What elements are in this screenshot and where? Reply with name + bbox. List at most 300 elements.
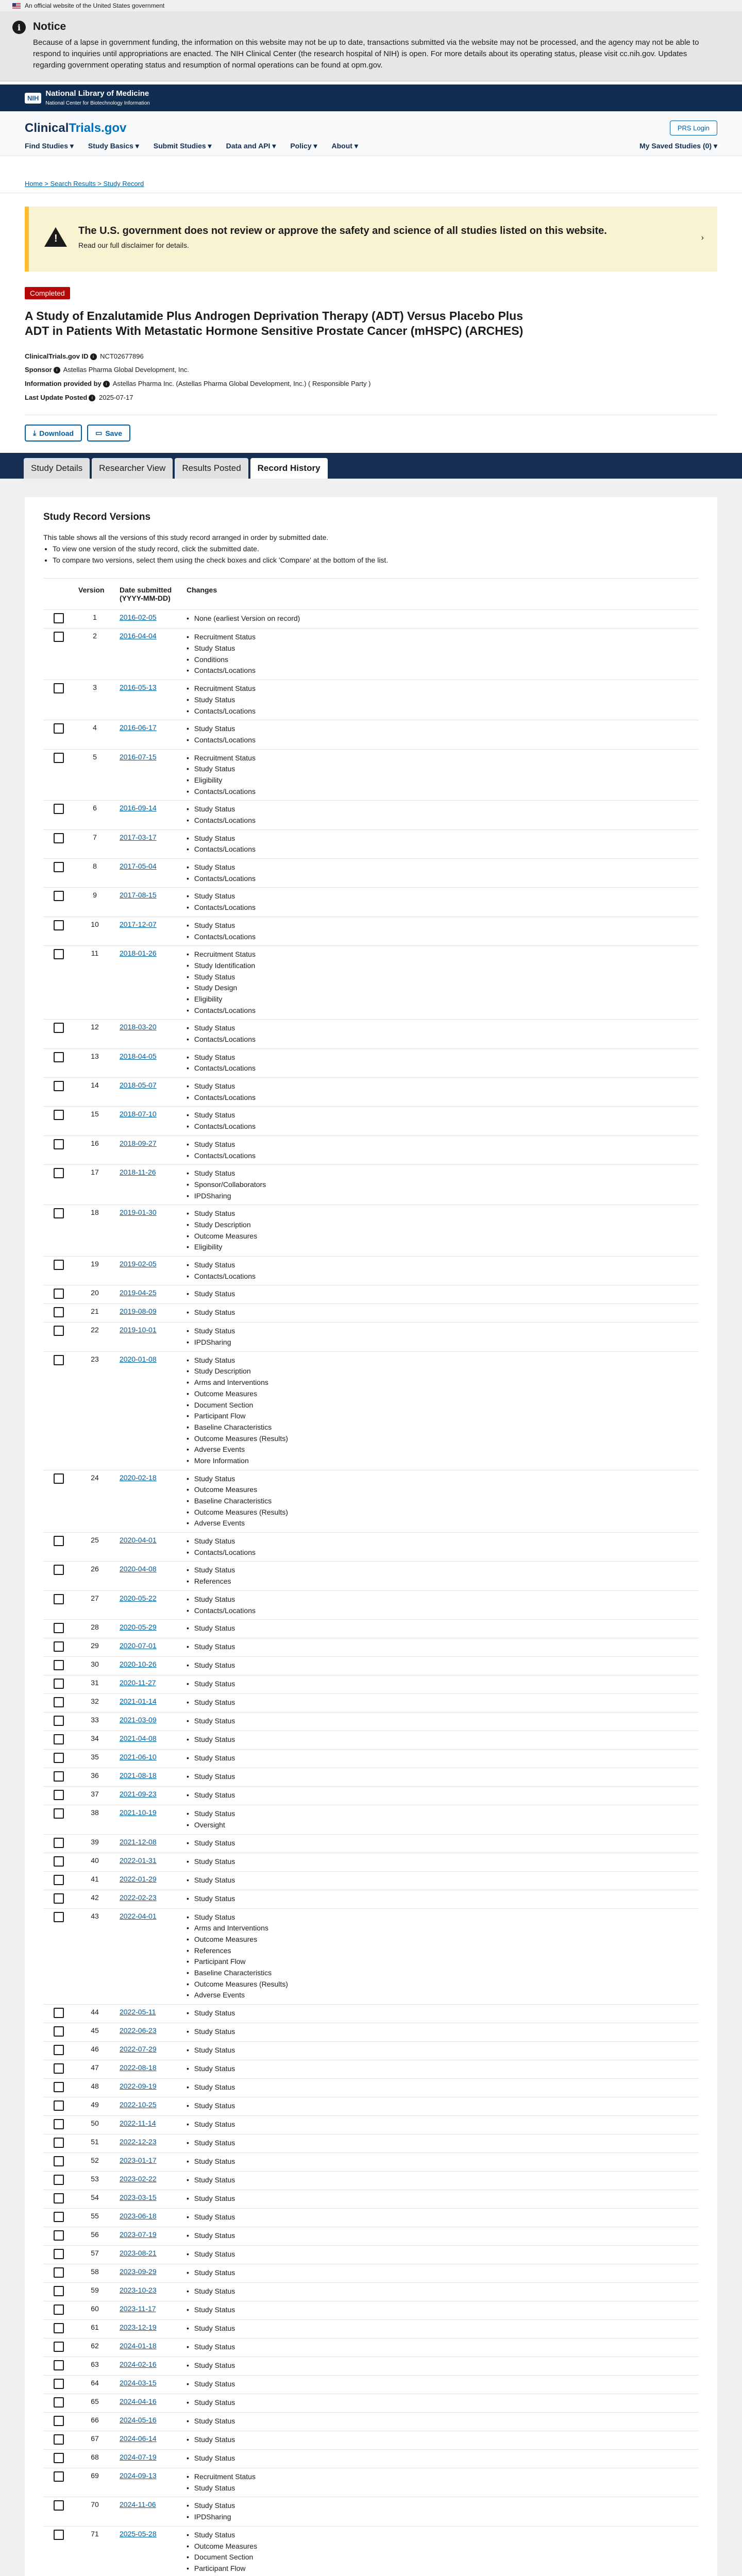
version-number: 22 [74,1323,115,1351]
version-date-link[interactable]: 2023-08-21 [120,2249,157,2258]
changes-cell [182,2338,699,2357]
tab-researcher-view[interactable]: Researcher View [92,458,173,479]
version-date-link[interactable]: 2021-04-08 [120,1734,157,1743]
version-checkbox[interactable] [54,2026,64,2037]
version-checkbox[interactable] [54,1753,64,1763]
version-number: 65 [74,2394,115,2413]
version-date-link[interactable]: 2018-03-20 [120,1023,157,1031]
table-row [43,1020,699,1048]
version-date-link[interactable]: 2016-02-05 [120,613,157,622]
version-date-link[interactable]: 2024-02-16 [120,2360,157,2369]
version-checkbox[interactable] [54,1893,64,1904]
change-item: • Participant Flow [187,2563,695,2574]
version-date-link[interactable]: 2025-05-28 [120,2529,157,2538]
version-number: 15 [74,1107,115,1136]
change-item: • Contacts/Locations [187,786,695,798]
table-row [43,917,699,945]
date-cell [115,1323,182,1351]
download-label: Download [39,429,74,437]
version-date-link[interactable]: 2020-04-08 [120,1565,157,1573]
version-checkbox[interactable] [54,1660,64,1670]
version-date-link[interactable]: 2020-07-01 [120,1641,157,1650]
table-row [43,1768,699,1787]
version-checkbox[interactable] [54,804,64,814]
date-cell [115,1470,182,1532]
version-checkbox[interactable] [54,1355,64,1365]
date-cell [115,2190,182,2209]
date-cell [115,1107,182,1136]
date-cell [115,2023,182,2042]
versions-table [43,578,699,2576]
select-cell [43,1590,74,1619]
version-checkbox[interactable] [54,1052,64,1062]
change-item: • Study Status [187,1716,695,1727]
version-date-link[interactable]: 2022-06-23 [120,2026,157,2035]
version-date-link[interactable]: 2023-12-19 [120,2323,157,2332]
version-date-link[interactable]: 2024-05-16 [120,2416,157,2425]
version-date-link[interactable]: 2020-10-26 [120,1660,157,1669]
version-checkbox[interactable] [54,2193,64,2204]
version-date-link[interactable]: 2018-09-27 [120,1139,157,1147]
info-icon[interactable]: i [90,353,97,360]
version-checkbox[interactable] [54,2082,64,2092]
version-date-link[interactable]: 2022-10-25 [120,2100,157,2109]
change-item: • Recruitment Status [187,683,695,694]
version-checkbox[interactable] [54,1641,64,1652]
version-checkbox[interactable] [54,1697,64,1707]
date-cell [115,2097,182,2116]
version-checkbox[interactable] [54,1679,64,1689]
info-icon[interactable]: i [54,367,60,374]
changes-cell [182,1834,699,1853]
version-checkbox[interactable] [54,949,64,959]
version-date-link[interactable]: 2023-02-22 [120,2175,157,2183]
version-checkbox[interactable] [54,1912,64,1922]
changes-cell [182,2023,699,2042]
version-date-link[interactable]: 2016-05-13 [120,683,157,692]
version-date-link[interactable]: 2021-08-18 [120,1771,157,1780]
version-date-link[interactable]: 2022-02-23 [120,1893,157,1902]
version-checkbox[interactable] [54,2530,64,2540]
version-date-link[interactable]: 2019-04-25 [120,1289,157,1297]
date-cell [115,2431,182,2450]
version-date-link[interactable]: 2022-01-31 [120,1856,157,1865]
study-id: NCT02677896 [100,352,144,360]
version-checkbox[interactable] [54,2342,64,2352]
version-checkbox[interactable] [54,1875,64,1885]
table-row [43,2079,699,2097]
change-item: • Contacts/Locations [187,1092,695,1104]
version-checkbox[interactable] [54,2175,64,2185]
version-checkbox[interactable] [54,1536,64,1546]
version-checkbox[interactable] [54,2286,64,2296]
version-date-link[interactable]: 2023-03-15 [120,2193,157,2202]
version-checkbox[interactable] [54,1790,64,1800]
version-date-link[interactable]: 2023-11-17 [120,2304,156,2313]
version-number: 28 [74,1620,115,1638]
version-checkbox[interactable] [54,2323,64,2333]
change-item: • Study Status [187,2008,695,2019]
version-checkbox[interactable] [54,1307,64,1317]
changes-cell [182,720,699,749]
version-checkbox[interactable] [54,1023,64,1033]
version-date-link[interactable]: 2016-04-04 [120,632,157,640]
version-date-link[interactable]: 2022-12-23 [120,2138,157,2146]
changes-cell [182,2376,699,2394]
version-checkbox[interactable] [54,1326,64,1336]
disclaimer-box[interactable] [25,207,717,272]
saved-studies-link[interactable]: My Saved Studies (0) ▾ [639,142,717,150]
version-date-link[interactable]: 2022-09-19 [120,2082,157,2091]
change-item: • Study Status [187,1110,695,1121]
version-date-link[interactable]: 2020-02-18 [120,1473,157,1482]
version-date-link[interactable]: 2018-04-05 [120,1052,157,1060]
version-number: 1 [74,610,115,629]
version-checkbox[interactable] [54,1260,64,1270]
nav-item-2[interactable]: Submit Studies ▾ [153,142,212,150]
date-cell [115,2526,182,2576]
version-checkbox[interactable] [54,2471,64,2482]
changes-cell [182,2227,699,2246]
version-number: 59 [74,2283,115,2301]
version-date-link[interactable]: 2023-06-18 [120,2212,157,2221]
version-checkbox[interactable] [54,2100,64,2111]
version-date-link[interactable]: 2018-11-26 [120,1168,156,1177]
change-item: • Contacts/Locations [187,844,695,855]
version-checkbox[interactable] [54,2500,64,2511]
version-number: 17 [74,1165,115,1205]
change-item: • Contacts/Locations [187,665,695,676]
version-checkbox[interactable] [54,1771,64,1782]
version-date-link[interactable]: 2022-01-29 [120,1874,157,1883]
changes-cell [182,1908,699,2005]
version-checkbox[interactable] [54,1473,64,1484]
version-checkbox[interactable] [54,833,64,843]
version-date-link[interactable]: 2024-11-06 [120,2500,156,2509]
save-icon: ▭ [95,429,103,437]
version-date-link[interactable]: 2023-10-23 [120,2286,157,2295]
version-checkbox[interactable] [54,862,64,872]
version-date-link[interactable]: 2024-07-19 [120,2453,157,2462]
select-cell [43,2060,74,2079]
change-item: • Arms and Interventions [187,1923,695,1934]
changes-cell [182,1638,699,1657]
history-heading: Study Record Versions [43,512,151,523]
version-date-link[interactable]: 2021-09-23 [120,1790,157,1799]
select-cell [43,629,74,680]
version-date-link[interactable]: 2016-09-14 [120,804,157,812]
version-checkbox[interactable] [54,632,64,642]
version-date-link[interactable]: 2017-12-07 [120,920,157,928]
version-date-link[interactable]: 2020-04-01 [120,1536,157,1545]
version-checkbox[interactable] [54,1289,64,1299]
gov-banner [0,0,742,11]
tab-record-history[interactable]: Record History [250,458,328,479]
version-date-link[interactable]: 2024-04-16 [120,2397,157,2406]
info-icon[interactable]: i [89,395,95,401]
version-checkbox[interactable] [54,2379,64,2389]
info-icon[interactable]: i [103,381,110,387]
version-date-link[interactable]: 2023-01-17 [120,2156,157,2165]
version-checkbox[interactable] [54,2304,64,2315]
version-date-link[interactable]: 2016-07-15 [120,752,157,761]
version-checkbox[interactable] [54,2156,64,2166]
changes-cell [182,1731,699,1750]
change-item: • Adverse Events [187,1518,695,1529]
version-number: 16 [74,1136,115,1164]
date-cell [115,1638,182,1657]
table-row [43,859,699,888]
nlm-logo[interactable] [25,89,150,107]
info-provided-label: Information provided by [25,380,102,388]
change-item: • Study Status [187,1326,695,1337]
changes-cell [182,1694,699,1713]
version-date-link[interactable]: 2019-01-30 [120,1208,157,1217]
version-date-link[interactable]: 2022-07-29 [120,2045,157,2054]
version-date-link[interactable]: 2017-03-17 [120,833,157,841]
change-item: • Study Status [187,1307,695,1318]
change-item: • Conditions [187,654,695,666]
info-icon: i [12,21,26,34]
nav-item-4[interactable]: Policy ▾ [290,142,317,150]
version-number: 19 [74,1257,115,1285]
changes-cell [182,2468,699,2497]
date-cell [115,1834,182,1853]
version-checkbox[interactable] [54,1139,64,1149]
version-date-link[interactable]: 2021-12-08 [120,1837,157,1846]
changes-cell [182,1768,699,1787]
version-date-link[interactable]: 2023-09-29 [120,2267,157,2276]
version-checkbox[interactable] [54,2453,64,2463]
tab-results-posted[interactable]: Results Posted [175,458,248,479]
select-cell [43,2097,74,2116]
date-cell [115,1304,182,1323]
version-checkbox[interactable] [54,1208,64,1218]
change-item: • Study Status [187,1912,695,1923]
changes-cell [182,1657,699,1675]
saved-studies-label: My Saved Studies (0) [639,142,712,150]
select-cell [43,1285,74,1304]
date-cell [115,610,182,629]
table-row [43,1323,699,1351]
date-cell [115,2376,182,2394]
table-row [43,1257,699,1285]
table-row [43,629,699,680]
select-cell [43,2413,74,2431]
version-date-link[interactable]: 2022-04-01 [120,1911,157,1920]
prs-login-button[interactable]: PRS Login [670,121,717,135]
select-cell [43,1805,74,1834]
change-item: • Study Status [187,1893,695,1905]
date-cell [115,2264,182,2283]
version-number: 21 [74,1304,115,1323]
change-item: • Study Status [187,1355,695,1366]
changes-cell [182,1107,699,1136]
select-cell [43,680,74,720]
changes-cell [182,859,699,888]
change-item: • IPDSharing [187,1337,695,1348]
version-number: 70 [74,2497,115,2526]
version-checkbox[interactable] [54,2416,64,2426]
version-checkbox[interactable] [54,2138,64,2148]
version-checkbox[interactable] [54,2119,64,2129]
version-date-link[interactable]: 2020-11-27 [120,1679,156,1687]
change-item: • Study Status [187,1838,695,1849]
version-date-link[interactable]: 2021-06-10 [120,1753,157,1761]
version-checkbox[interactable] [54,683,64,693]
version-date-link[interactable]: 2024-01-18 [120,2342,157,2350]
version-checkbox[interactable] [54,2008,64,2018]
select-cell [43,1908,74,2005]
version-checkbox[interactable] [54,1565,64,1575]
version-date-link[interactable]: 2018-05-07 [120,1081,157,1090]
select-cell [43,2209,74,2227]
change-item: • Contacts/Locations [187,1605,695,1617]
version-date-link[interactable]: 2024-09-13 [120,2471,157,2480]
version-date-link[interactable]: 2022-11-14 [120,2119,156,2128]
date-cell [115,1257,182,1285]
change-item: • Study Status [187,2175,695,2186]
version-checkbox[interactable] [54,2212,64,2222]
version-date-link[interactable]: 2017-05-04 [120,862,157,871]
version-date-link[interactable]: 2018-07-10 [120,1110,157,1118]
change-item: • Study Status [187,1023,695,1034]
version-checkbox[interactable] [54,753,64,763]
version-checkbox[interactable] [54,1110,64,1120]
version-date-link[interactable]: 2024-06-14 [120,2434,157,2443]
changes-cell [182,946,699,1020]
breadcrumb-link[interactable]: Home > Search Results > Study Record [25,180,144,188]
date-cell [115,1562,182,1590]
version-checkbox[interactable] [54,1623,64,1633]
change-item: • Study Status [187,2483,695,2494]
version-number: 55 [74,2209,115,2227]
download-button[interactable] [25,425,82,442]
history-intro [43,532,699,566]
version-date-link[interactable]: 2024-03-15 [120,2379,157,2387]
select-cell [43,1834,74,1853]
version-date-link[interactable]: 2021-01-14 [120,1697,157,1706]
select-cell [43,888,74,917]
version-date-link[interactable]: 2023-07-19 [120,2230,157,2239]
table-row [43,2042,699,2060]
version-checkbox[interactable] [54,1808,64,1819]
version-checkbox[interactable] [54,1168,64,1178]
change-item: • Study Status [187,1875,695,1886]
disclaimer-text: Read our full disclaimer for details. [78,241,189,249]
change-item: • Study Status [187,2193,695,2205]
version-checkbox[interactable] [54,2397,64,2408]
version-checkbox[interactable] [54,891,64,901]
version-date-link[interactable]: 2018-01-26 [120,949,157,958]
version-checkbox[interactable] [54,1594,64,1604]
changes-cell [182,1285,699,1304]
change-item: • Study Status [187,1139,695,1150]
version-checkbox[interactable] [54,2267,64,2278]
changes-cell [182,1805,699,1834]
version-date-link[interactable]: 2017-08-15 [120,891,157,900]
table-row [43,2172,699,2190]
date-cell [115,829,182,858]
version-checkbox[interactable] [54,2249,64,2259]
select-cell [43,1620,74,1638]
changes-cell [182,2172,699,2190]
version-date-link[interactable]: 2021-10-19 [120,1808,157,1817]
version-date-link[interactable]: 2020-05-29 [120,1623,157,1632]
version-date-link[interactable]: 2019-08-09 [120,1307,157,1316]
version-checkbox[interactable] [54,2045,64,2055]
version-date-link[interactable]: 2022-05-11 [120,2008,156,2016]
version-checkbox[interactable] [54,2434,64,2445]
table-row [43,1834,699,1853]
version-checkbox[interactable] [54,2230,64,2241]
tab-study-details[interactable]: Study Details [24,458,90,479]
version-checkbox[interactable] [54,1081,64,1091]
nav-item-1[interactable]: Study Basics ▾ [88,142,139,150]
notice-banner [0,11,742,81]
version-checkbox[interactable] [54,723,64,734]
change-item: • Study Status [187,2416,695,2427]
version-date-link[interactable]: 2020-05-22 [120,1594,157,1602]
date-cell [115,2005,182,2023]
version-number: 62 [74,2338,115,2357]
version-number: 48 [74,2079,115,2097]
version-checkbox[interactable] [54,2063,64,2074]
version-checkbox[interactable] [54,1716,64,1726]
nav-item-3[interactable]: Data and API ▾ [226,142,276,150]
nav-item-5[interactable]: About ▾ [331,142,358,150]
version-checkbox[interactable] [54,1856,64,1867]
version-checkbox[interactable] [54,1838,64,1848]
version-number: 33 [74,1713,115,1731]
date-cell [115,1787,182,1805]
version-date-link[interactable]: 2022-08-18 [120,2063,157,2072]
table-row [43,2264,699,2283]
save-button[interactable] [87,425,130,442]
changes-cell [182,1562,699,1590]
date-cell [115,1768,182,1787]
version-number: 43 [74,1908,115,2005]
select-cell [43,2526,74,2576]
version-checkbox[interactable] [54,2360,64,2370]
table-row [43,2134,699,2153]
version-date-link[interactable]: 2021-03-09 [120,1716,157,1724]
version-number: 27 [74,1590,115,1619]
clinicaltrials-logo[interactable] [25,121,126,135]
version-checkbox[interactable] [54,613,64,623]
version-date-link[interactable]: 2020-01-08 [120,1354,157,1363]
version-date-link[interactable]: 2019-02-05 [120,1260,157,1268]
change-item: • Study Status [187,2453,695,2464]
table-row [43,2357,699,2376]
nlm-subname: National Center for Biotechnology Information [45,100,150,107]
nav-item-0[interactable]: Find Studies ▾ [25,142,74,150]
logo-part-a: Clinical [25,121,69,135]
version-checkbox[interactable] [54,1734,64,1744]
change-item: • Study Status [187,2045,695,2056]
version-number: 11 [74,946,115,1020]
nlm-name: National Library of Medicine [45,89,149,98]
select-cell [43,859,74,888]
change-item: • Study Status [187,2212,695,2223]
version-date-link[interactable]: 2019-10-01 [120,1326,157,1334]
version-date-link[interactable]: 2016-06-17 [120,723,157,732]
changes-cell [182,917,699,945]
us-flag-icon [12,3,21,9]
change-item: • Study Status [187,1536,695,1547]
version-checkbox[interactable] [54,920,64,930]
change-item: • Study Status [187,1697,695,1708]
